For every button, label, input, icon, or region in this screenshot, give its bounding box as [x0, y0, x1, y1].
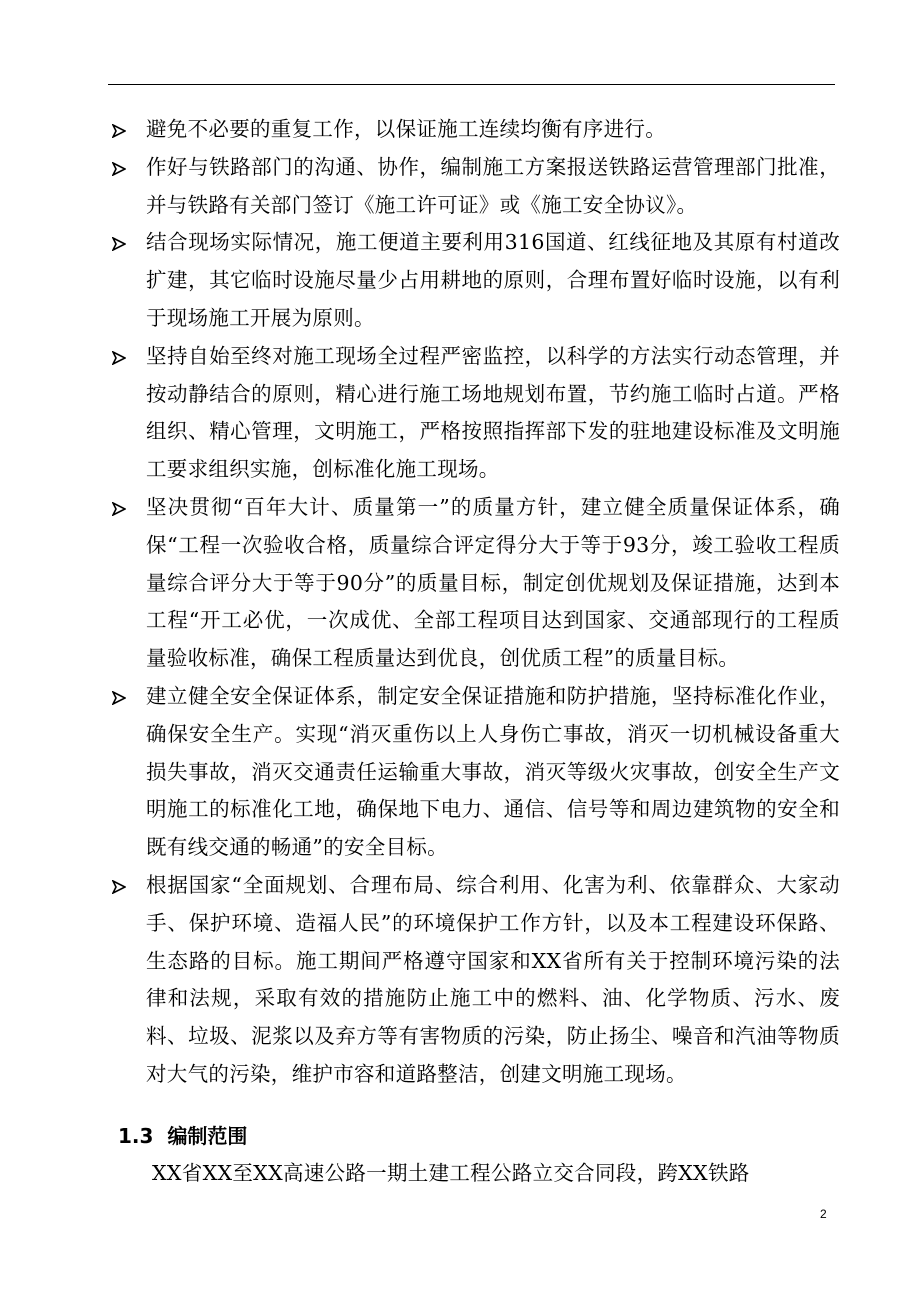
list-item	[110, 489, 840, 678]
bullet-text: 避免不必要的重复工作，以保证施工连续均衡有序进行。	[146, 117, 666, 141]
bullet-text: 根据国家“全面规划、合理布局、综合利用、化害为利、依靠群众、大家动手、保护环境、造福人民”的环境保护工作方针，以及本工程建设环保路、生态路的目标。施工期间严格遵守国家和XX省所有关于控制环境污染的法律和法规，采取有效的措施防止施工中的燃料、油、化学物质、污水、废料、垃圾、泥浆以及弃方等有害物质的污染，防止扬尘、噪音和汽油等物质对大气的污染，维护市容和道路整洁，创建文明施工现场。	[146, 872, 840, 1086]
arrow-bullet-icon	[112, 678, 132, 718]
list-item	[110, 111, 840, 149]
arrow-bullet-icon	[112, 338, 132, 378]
page-number: 2	[820, 1207, 827, 1221]
list-item	[110, 338, 840, 489]
bullet-text: 建立健全安全保证体系，制定安全保证措施和防护措施，坚持标准化作业，确保安全生产。实现“消灭重伤以上人身伤亡事故，消灭一切机械设备重大损失事故，消灭交通责任运输重大事故，消灭等级火灾事故，创安全生产文明施工的标准化工地，确保地下电力、通信、信号等和周边建筑物的安全和既有线交通的畅通”的安全目标。	[146, 683, 840, 860]
bullet-text: 坚决贯彻“百年大计、质量第一”的质量方针，建立健全质量保证体系，确保“工程一次验收合格，质量综合评定得分大于等于93分，竣工验收工程质量综合评分大于等于90分”的质量目标，制定创优规划及保证措施，达到本工程“开工必优，一次成优、全部工程项目达到国家、交通部现行的工程质量验收标准，确保工程质量达到优良，创优质工程”的质量目标。	[146, 494, 840, 671]
arrow-bullet-icon	[112, 111, 132, 151]
list-item	[110, 149, 840, 225]
bullet-text: 结合现场实际情况，施工便道主要利用316国道、红线征地及其原有村道改扩建，其它临时设施尽量少占用耕地的原则，合理布置好临时设施，以有利于现场施工开展为原则。	[146, 230, 840, 330]
list-item	[110, 678, 840, 867]
header-rule	[108, 84, 835, 85]
section-number: 1.3	[118, 1124, 154, 1148]
bullet-list	[110, 111, 840, 1094]
list-item	[110, 224, 840, 337]
arrow-bullet-icon	[112, 224, 132, 264]
bullet-text: 坚持自始至终对施工现场全过程严密监控，以科学的方法实行动态管理，并按动静结合的原则，精心进行施工场地规划布置，节约施工临时占道。严格组织、精心管理，文明施工，严格按照指挥部下发的驻地建设标准及文明施工要求组织实施，创标准化施工现场。	[146, 343, 840, 482]
arrow-bullet-icon	[112, 149, 132, 189]
list-item	[110, 867, 840, 1094]
section-heading	[118, 1120, 247, 1149]
arrow-bullet-icon	[112, 867, 132, 907]
arrow-bullet-icon	[112, 489, 132, 529]
body-paragraph: XX省XX至XX高速公路一期土建工程公路立交合同段，跨XX铁路	[152, 1161, 750, 1185]
section-title: 编制范围	[167, 1124, 248, 1148]
bullet-text: 作好与铁路部门的沟通、协作，编制施工方案报送铁路运营管理部门批准，并与铁路有关部门签订《施工许可证》或《施工安全协议》。	[146, 154, 840, 217]
